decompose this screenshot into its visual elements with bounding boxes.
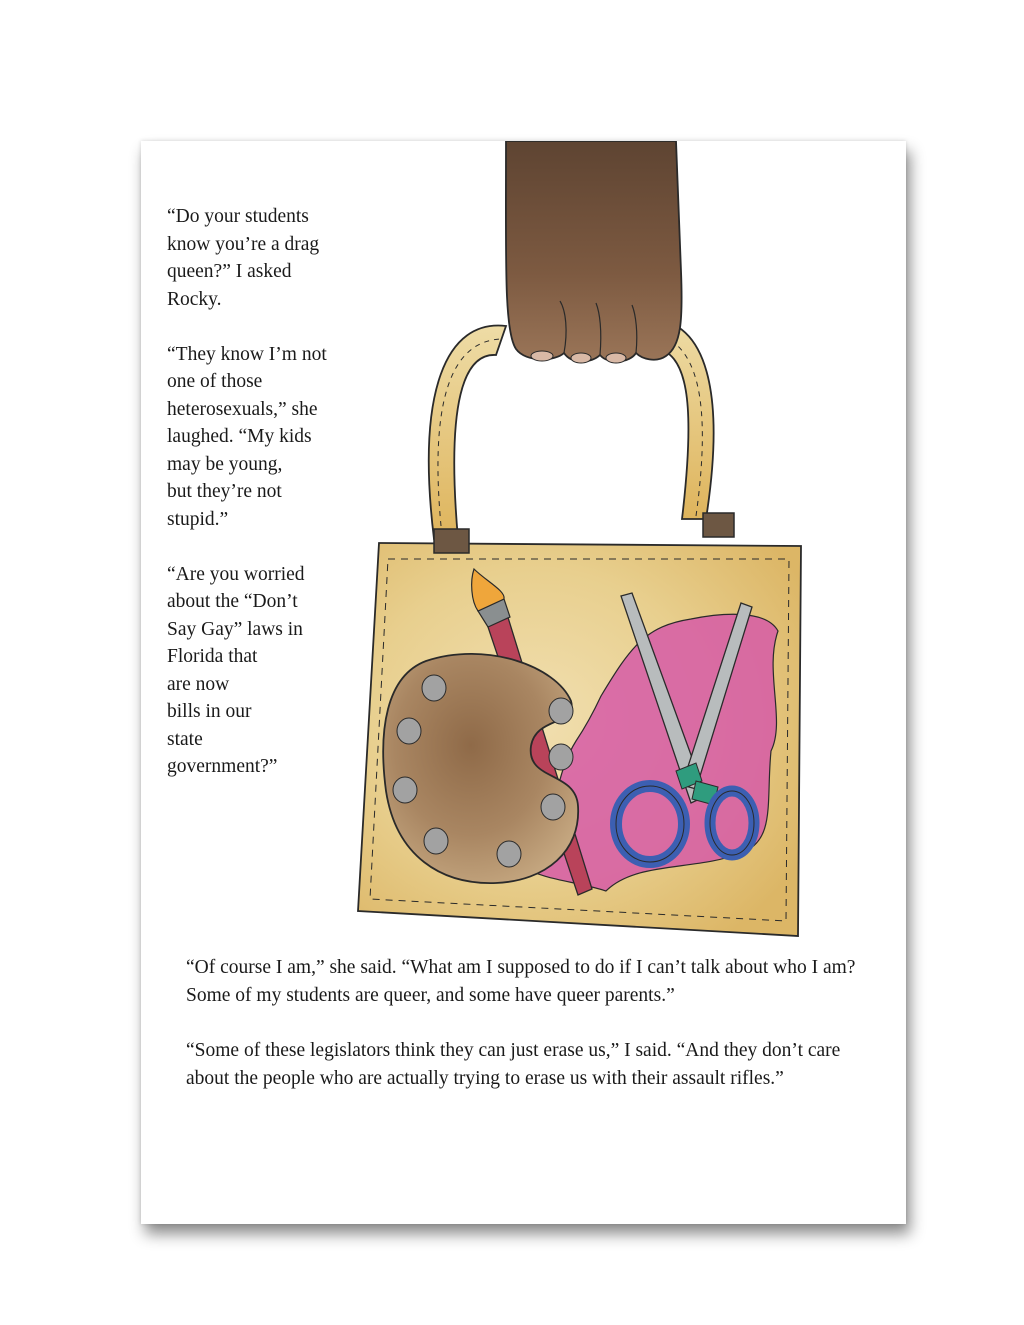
bottom-text-block: [186, 954, 876, 1120]
text-line: queen?” I asked: [167, 261, 292, 282]
text-line: may be young,: [167, 453, 283, 475]
text-line: state: [167, 728, 203, 750]
paragraph-answer-heterosexuals: [167, 341, 367, 534]
paragraph-legislators: “Some of these legislators think they can just erase us,” I said. “And they don’t care about the people who are actually trying to erase us with their assault rifles.”: [186, 1040, 841, 1089]
text-line: about the “Don’t: [167, 591, 298, 612]
text-line: heterosexuals,” she: [167, 398, 318, 420]
text-line: laughed. “My kids: [167, 426, 312, 447]
text-line: “Do your students: [167, 206, 309, 227]
text-line: but they’re not: [167, 481, 282, 502]
paragraph-question-dont-say-gay: [167, 561, 367, 781]
paragraph-question-students: [167, 203, 367, 313]
text-line: Rocky.: [167, 288, 222, 310]
text-line: stupid.”: [167, 508, 229, 530]
text-line: “Are you worried: [167, 563, 305, 585]
tote-bag-illustration: [346, 141, 816, 941]
paragraph-of-course: “Of course I am,” she said. “What am I supposed to do if I can’t talk about who I am? Some of my students are queer, and some have queer parents.”: [186, 957, 856, 1006]
left-text-column: [167, 203, 367, 808]
text-line: know you’re a drag: [167, 233, 320, 255]
text-line: are now: [167, 673, 230, 695]
text-line: Florida that: [167, 646, 258, 667]
text-line: government?”: [167, 756, 278, 777]
text-line: one of those: [167, 371, 263, 392]
page-card: [141, 141, 906, 1224]
text-line: “They know I’m not: [167, 343, 327, 365]
text-line: Say Gay” laws in: [167, 618, 303, 640]
hand-icon: [506, 141, 682, 363]
text-line: bills in our: [167, 701, 252, 722]
